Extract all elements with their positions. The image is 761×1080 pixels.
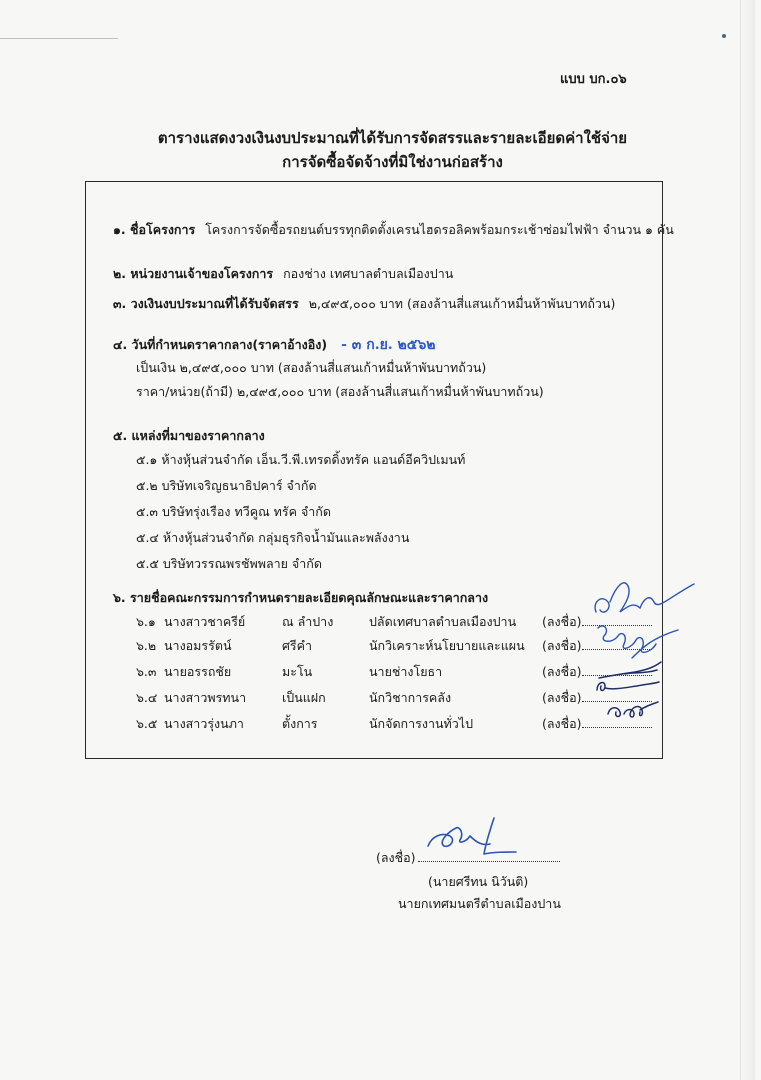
signature-1 <box>588 572 698 622</box>
project-name-row <box>113 220 674 240</box>
sources-heading: ๕. แหล่งที่มาของราคากลาง <box>113 428 265 443</box>
source-item: ๕.๒ บริษัทเจริญธนาธิปคาร์ จำกัด <box>136 478 317 493</box>
member-position: ปลัดเทศบาลตำบลเมืองปาน <box>369 614 517 629</box>
project-owner-label: ๒. หน่วยงานเจ้าของโครงการ <box>113 266 274 281</box>
signature-5 <box>604 700 664 724</box>
member-first-name: นางสาวพรทนา <box>164 690 247 705</box>
source-item: ๕.๔ ห้างหุ้นส่วนจำกัด กลุ่มธุรกิจน้ำมันและพลังงาน <box>136 530 410 545</box>
signature-label: (ลงชื่อ) <box>542 714 652 734</box>
source-item: ๕.๓ บริษัทรุ่งเรือง ทวีคูณ ทรัค จำกัด <box>136 504 331 519</box>
source-item: ๕.๕ บริษัทวรรณพรชัพพลาย จำกัด <box>136 556 322 571</box>
member-last-name: ศรีคำ <box>282 638 313 653</box>
ref-date-label: ๔. วันที่กำหนดราคากลาง(ราคาอ้างอิง) <box>113 337 328 352</box>
member-no: ๖.๒ <box>136 638 157 653</box>
project-name-label: ๑. ชื่อโครงการ <box>113 222 196 237</box>
member-no: ๖.๑ <box>136 614 156 629</box>
scan-edge-line <box>0 38 118 39</box>
signature-label: (ลงชื่อ) <box>542 662 652 682</box>
member-first-name: นางสาวรุ่งนภา <box>164 716 244 731</box>
member-last-name: มะโน <box>282 664 313 679</box>
signature-2 <box>592 618 682 664</box>
details-box <box>85 181 674 759</box>
approver-name: (นายศรีทน นิวันติ) <box>428 874 529 889</box>
signature-4 <box>593 676 663 698</box>
source-item: ๕.๑ ห้างหุ้นส่วนจำกัด เอ็น.วี.พี.เทรดดิ้งทรัค แอนด์อีควิปเมนท์ <box>136 452 466 467</box>
member-no: ๖.๔ <box>136 690 158 705</box>
member-first-name: นางสาวชาครีย์ <box>164 614 246 629</box>
approver-sign-label: (ลงชื่อ) <box>376 850 416 865</box>
member-last-name: ตั้งการ <box>282 716 318 731</box>
budget-label: ๓. วงเงินงบประมาณที่ได้รับจัดสรร <box>113 296 299 311</box>
scan-speck <box>722 34 726 38</box>
member-no: ๖.๕ <box>136 716 158 731</box>
signature-label: (ลงชื่อ) <box>542 636 652 656</box>
member-last-name: ณ ลำปาง <box>282 614 334 629</box>
budget-value: ๒,๔๙๕,๐๐๐ บาท (สองล้านสี่แสนเก้าหมื่นห้าพันบาทถ้วน) <box>308 296 616 311</box>
member-position: นักวิชาการคลัง <box>369 690 452 705</box>
budget-row <box>113 294 615 314</box>
project-name-value: โครงการจัดซื้อรถยนต์บรรทุกติดตั้งเครนไฮดรอลิคพร้อมกระเช้าซ่อมไฟฟ้า จำนวน ๑ คัน <box>205 222 674 237</box>
project-owner-value: กองช่าง เทศบาลตำบลเมืองปาน <box>283 266 454 281</box>
document-subtitle: การจัดซื้อจัดจ้างที่มิใช่งานก่อสร้าง <box>282 153 503 171</box>
ref-date-row <box>113 334 435 356</box>
member-first-name: นายอรรถชัย <box>164 664 232 679</box>
unit-price-line: ราคา/หน่วย(ถ้ามี) ๒,๔๙๕,๐๐๐ บาท (สองล้านสี่แสนเก้าหมื่นห้าพันบาทถ้วน) <box>136 384 544 399</box>
approver-signature <box>424 812 520 862</box>
signature-label: (ลงชื่อ) <box>542 612 652 632</box>
member-position: นักวิเคราะห์นโยบายและแผน <box>369 638 525 653</box>
member-position: นักจัดการงานทั่วไป <box>369 716 474 731</box>
member-last-name: เป็นแฝก <box>282 690 326 705</box>
member-position: นายช่างโยธา <box>369 664 443 679</box>
signature-label: (ลงชื่อ) <box>542 688 652 708</box>
amount-line: เป็นเงิน ๒,๔๙๕,๐๐๐ บาท (สองล้านสี่แสนเก้าหมื่นห้าพันบาทถ้วน) <box>136 360 487 375</box>
member-no: ๖.๓ <box>136 664 157 679</box>
committee-heading: ๖. รายชื่อคณะกรรมการกำหนดรายละเอียดคุณลักษณะและราคากลาง <box>113 590 489 605</box>
document-title: ตารางแสดงวงเงินงบประมาณที่ได้รับการจัดสรรและรายละเอียดค่าใช้จ่าย <box>157 129 628 147</box>
form-code: แบบ บก.๐๖ <box>560 72 627 87</box>
project-owner-row <box>113 264 453 284</box>
date-stamp: - ๓ ก.ย. ๒๕๖๒ <box>341 337 436 353</box>
member-first-name: นางอมรรัตน์ <box>164 638 232 653</box>
approver-title: นายกเทศมนตรีตำบลเมืองปาน <box>398 896 561 911</box>
